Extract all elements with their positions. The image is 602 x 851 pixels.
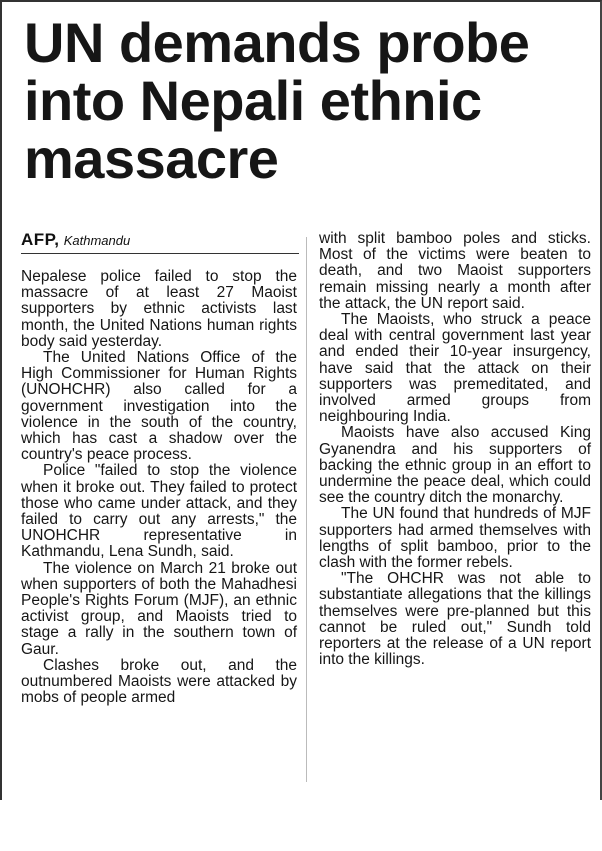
paragraph: Clashes broke out, and the outnumbered Maoists were attacked by mobs of people armed	[21, 656, 297, 707]
paragraph: with split bamboo poles and sticks. Most of the victims were beaten to death, and two Maoist supporters remain missing nearly a month after the attack, the UN report said.	[319, 230, 591, 312]
paragraph: "The OHCHR was not able to substantiate allegations that the killings themselves were pre-planned but this cannot be ruled out," Sundh told reporters at the release of a UN report into the killings.	[319, 570, 591, 669]
paragraph: The United Nations Office of the High Commissioner for Human Rights (UNOHCHR) also called for a government investigation into the violence in the south of the country, which has cast a shadow over the country's peace process.	[21, 349, 297, 464]
paragraph: Police "failed to stop the violence when it broke out. They failed to protect those who came under attack, and they failed to carry out any arrests," the UNOHCHR representative in Kathmandu, Lena Sundh, said.	[21, 462, 297, 561]
headline-line-3: massacre	[24, 127, 279, 190]
paragraph: Maoists have also accused King Gyanendra and his supporters of backing the ethnic group in an effort to undermine the peace deal, which could see the country ditch the monarchy.	[319, 424, 591, 507]
headline	[24, 11, 602, 190]
byline	[21, 230, 299, 254]
headline-line-2: into Nepali ethnic	[24, 69, 482, 132]
article-column-1	[21, 269, 297, 706]
paragraph: The UN found that hundreds of MJF supporters had armed themselves with lengths of split bamboo, prior to the clash with the former rebels.	[319, 505, 591, 572]
article-column-2	[319, 231, 591, 668]
column-divider	[306, 237, 307, 782]
paragraph: The violence on March 21 broke out when supporters of both the Mahadhesi People's Rights Forum (MJF), an ethnic activist group, and Maoists tried to stage a rally in the southern town of Gaur.	[21, 559, 297, 658]
byline-place: Kathmandu	[63, 233, 131, 248]
paragraph: The Maoists, who struck a peace deal with central government last year and ended their 10-year insurgency, have said that the attack on their supporters was premeditated, and involved armed groups from neighbouring India.	[319, 311, 591, 426]
paragraph: Nepalese police failed to stop the massacre of at least 27 Maoist supporters by ethnic activists last month, the United Nations human rights body said yesterday.	[21, 268, 297, 350]
byline-agency: AFP,	[21, 230, 60, 249]
headline-line-1: UN demands probe	[24, 11, 530, 74]
